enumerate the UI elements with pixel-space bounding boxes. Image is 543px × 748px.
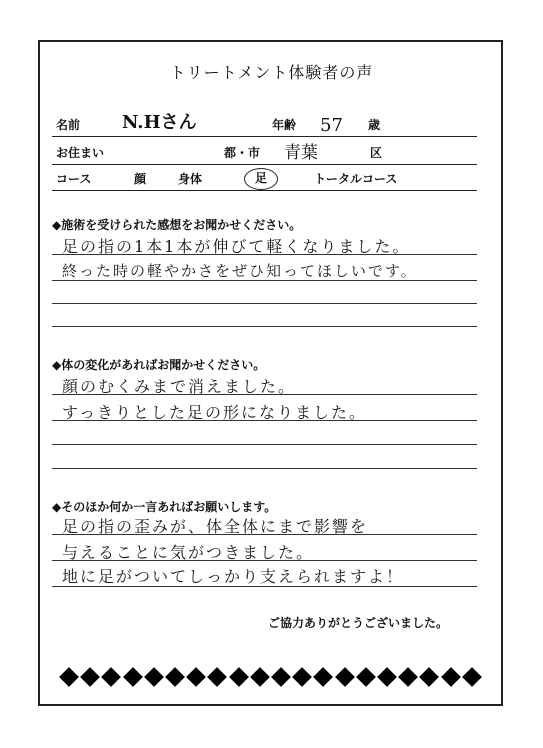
ward-label: 区 — [370, 146, 383, 160]
answer-line — [52, 444, 477, 445]
diamond-ornament — [462, 667, 482, 687]
diamond-ornament — [419, 667, 439, 687]
name-row — [52, 112, 477, 137]
question-2: ◆体の変化があればお聞かせください。 — [52, 358, 266, 372]
course-row — [52, 166, 477, 191]
name-label: 名前 — [56, 118, 81, 132]
answer-2-line-1: 顔のむくみまで消えました。 — [62, 377, 297, 396]
diamond-ornament — [229, 667, 249, 687]
answer-3-line-2: 与えることに気がつきました。 — [62, 543, 315, 562]
answer-line — [52, 280, 477, 281]
diamond-ornament — [165, 667, 185, 687]
answer-line — [52, 534, 477, 535]
diamond-ornament — [398, 667, 418, 687]
name-value: N.Hさん — [122, 112, 197, 133]
diamond-ornament — [441, 667, 461, 687]
course-face: 顔 — [134, 172, 147, 186]
answer-1-line-2: 終った時の軽やかさをぜひ知ってほしいです。 — [62, 262, 418, 280]
thanks-text: ご協力ありがとうございました。 — [268, 616, 449, 630]
diamond-ornament — [313, 667, 333, 687]
address-row — [52, 140, 477, 165]
age-value: 57 — [320, 115, 343, 136]
diamond-ornament — [101, 667, 121, 687]
answer-line — [52, 586, 477, 587]
form-title: トリートメント体験者の声 — [169, 63, 374, 82]
answer-line — [52, 560, 477, 561]
diamond-ornament — [271, 667, 291, 687]
answer-line — [52, 326, 477, 327]
diamond-ornament — [186, 667, 206, 687]
question-1: ◆施術を受けられた感想をお聞かせください。 — [52, 218, 302, 232]
prefecture-label: 都・市 — [224, 146, 261, 160]
age-label: 年齢 — [272, 118, 297, 132]
diamond-ornament — [144, 667, 164, 687]
answer-line — [52, 394, 477, 395]
answer-line — [52, 468, 477, 469]
diamond-ornament — [59, 667, 79, 687]
answer-3-line-3: 地に足がついてしっかり支えられますよ！ — [62, 567, 405, 586]
answer-2-line-2: すっきりとした足の形になりました。 — [62, 403, 368, 422]
question-3: ◆そのほか何か一言あればお願いします。 — [52, 500, 277, 514]
diamond-ornament — [292, 667, 312, 687]
answer-line — [52, 303, 477, 304]
diamond-ornament — [123, 667, 143, 687]
course-label: コース — [56, 172, 92, 186]
diamond-ornament — [250, 667, 270, 687]
diamond-ornament — [356, 667, 376, 687]
course-body: 身体 — [178, 172, 203, 186]
answer-line — [52, 420, 477, 421]
answer-1-line-1: 足の指の1本1本が伸びて軽くなりました。 — [62, 237, 411, 256]
age-unit: 歳 — [368, 118, 381, 132]
address-value: 青葉 — [284, 143, 318, 163]
diamond-border — [58, 668, 488, 690]
address-label: お住まい — [56, 146, 105, 160]
answer-3-line-1: 足の指の歪みが、体全体にまで影響を — [62, 517, 369, 536]
diamond-ornament — [207, 667, 227, 687]
diamond-ornament — [80, 667, 100, 687]
course-total: トータルコース — [314, 172, 398, 186]
course-foot-selected: 足 — [244, 168, 278, 190]
diamond-ornament — [335, 667, 355, 687]
answer-line — [52, 254, 477, 255]
diamond-ornament — [377, 667, 397, 687]
